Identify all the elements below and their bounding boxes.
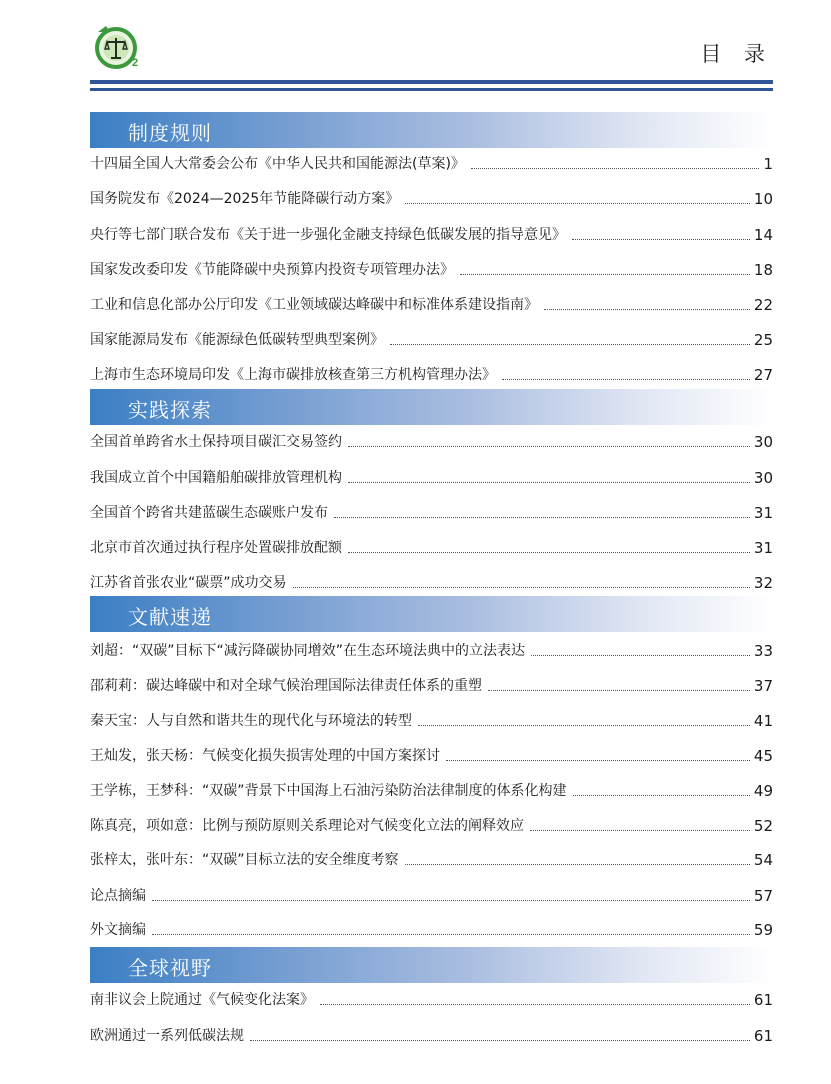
entry-page: 32 [753,574,773,592]
entry-title: 王学栋，王梦科：“双碳”背景下中国海上石油污染防治法律制度的体系化构建 [90,783,567,799]
entry-title: 全国首单跨省水土保持项目碳汇交易签约 [90,434,342,450]
dot-leader [334,516,750,518]
entry-page: 30 [753,469,773,487]
page-title: 目 录 [700,42,773,66]
entry-page: 31 [753,539,773,557]
toc-entry[interactable] [90,294,773,314]
entry-title: 上海市生态环境局印发《上海市碳排放核查第三方机构管理办法》 [90,367,496,383]
dot-leader [293,586,750,588]
section-label: 全球视野 [128,956,212,980]
toc-entry[interactable] [90,224,773,244]
dot-leader [418,724,750,726]
dot-leader [348,551,750,553]
dot-leader [460,273,750,275]
toc-entry[interactable] [90,849,773,869]
dot-leader [152,899,750,901]
entry-page: 22 [753,296,773,314]
entry-title: 秦天宝：人与自然和谐共生的现代化与环境法的转型 [90,713,412,729]
toc-entry[interactable] [90,710,773,730]
dot-leader [531,654,750,656]
entry-page: 18 [753,261,773,279]
entry-title: 王灿发，张天杨：气候变化损失损害处理的中国方案探讨 [90,748,440,764]
toc-entry[interactable] [90,640,773,660]
toc-entry[interactable] [90,467,773,487]
header-rule-thick [90,80,773,84]
entry-title: 全国首个跨省共建蓝碳生态碳账户发布 [90,505,328,521]
section-header-literature [90,596,773,632]
entry-title: 邵莉莉：碳达峰碳中和对全球气候治理国际法律责任体系的重塑 [90,678,482,694]
entry-page: 61 [753,1027,773,1045]
toc-entry[interactable] [90,919,773,939]
toc-entry[interactable] [90,431,773,451]
dot-leader [471,167,759,169]
dot-leader [572,238,750,240]
toc-entry[interactable] [90,989,773,1009]
toc-entry[interactable] [90,329,773,349]
dot-leader [488,689,750,691]
entry-title: 国家发改委印发《节能降碳中央预算内投资专项管理办法》 [90,262,454,278]
entry-title: 外文摘编 [90,922,146,938]
toc-entry[interactable] [90,188,773,208]
entry-title: 工业和信息化部办公厅印发《工业领域碳达峰碳中和标准体系建设指南》 [90,297,538,313]
toc-entry[interactable] [90,537,773,557]
entry-title: 江苏省首张农业“碳票”成功交易 [90,575,287,591]
entry-page: 49 [753,782,773,800]
entry-title: 张梓太，张叶东：“双碳”目标立法的安全维度考察 [90,852,399,868]
entry-page: 54 [753,851,773,869]
entry-title: 刘超：“双碳”目标下“减污降碳协同增效”在生态环境法典中的立法表达 [90,643,526,659]
section-header-global [90,947,773,983]
toc-entry[interactable] [90,364,773,384]
dot-leader [405,863,750,865]
entry-title: 央行等七部门联合发布《关于进一步强化金融支持绿色低碳发展的指导意见》 [90,227,566,243]
dot-leader [320,1003,750,1005]
section-label: 制度规则 [128,121,212,145]
toc-entry[interactable] [90,885,773,905]
entry-page: 30 [753,433,773,451]
entry-page: 25 [753,331,773,349]
journal-logo-icon [92,22,144,70]
toc-entry[interactable] [90,259,773,279]
svg-text:2: 2 [132,57,139,69]
entry-page: 61 [753,991,773,1009]
dot-leader [573,794,750,796]
entry-page: 14 [753,226,773,244]
entry-title: 十四届全国人大常委会公布《中华人民共和国能源法(草案)》 [90,156,465,172]
entry-title: 欧洲通过一系列低碳法规 [90,1028,244,1044]
toc-entry[interactable] [90,780,773,800]
toc-entry[interactable] [90,815,773,835]
section-label: 实践探索 [128,398,212,422]
toc-entry[interactable] [90,745,773,765]
header-rule-thin [90,88,773,91]
entry-page: 27 [753,366,773,384]
dot-leader [446,759,750,761]
toc-entry[interactable] [90,502,773,522]
entry-page: 57 [753,887,773,905]
entry-page: 10 [753,190,773,208]
toc-entry[interactable] [90,572,773,592]
section-header-rules [90,112,773,148]
entry-page: 41 [753,712,773,730]
dot-leader [544,308,750,310]
entry-page: 37 [753,677,773,695]
dot-leader [530,829,750,831]
entry-page: 1 [763,155,773,173]
dot-leader [405,202,750,204]
entry-title: 论点摘编 [90,888,146,904]
section-header-practice [90,389,773,425]
dot-leader [390,343,750,345]
dot-leader [348,445,750,447]
entry-title: 南非议会上院通过《气候变化法案》 [90,992,314,1008]
entry-title: 国家能源局发布《能源绿色低碳转型典型案例》 [90,332,384,348]
toc-entry[interactable] [90,1025,773,1045]
entry-title: 北京市首次通过执行程序处置碳排放配额 [90,540,342,556]
toc-entry[interactable] [90,153,773,173]
entry-title: 陈真亮，项如意：比例与预防原则关系理论对气候变化立法的阐释效应 [90,818,524,834]
entry-page: 52 [753,817,773,835]
entry-page: 33 [753,642,773,660]
entry-page: 59 [753,921,773,939]
toc-entry[interactable] [90,675,773,695]
dot-leader [502,378,750,380]
entry-title: 我国成立首个中国籍船舶碳排放管理机构 [90,470,342,486]
entry-page: 45 [753,747,773,765]
dot-leader [348,481,750,483]
entry-title: 国务院发布《2024—2025年节能降碳行动方案》 [90,191,400,207]
dot-leader [250,1039,750,1041]
section-label: 文献速递 [128,605,212,629]
entry-page: 31 [753,504,773,522]
dot-leader [152,933,750,935]
